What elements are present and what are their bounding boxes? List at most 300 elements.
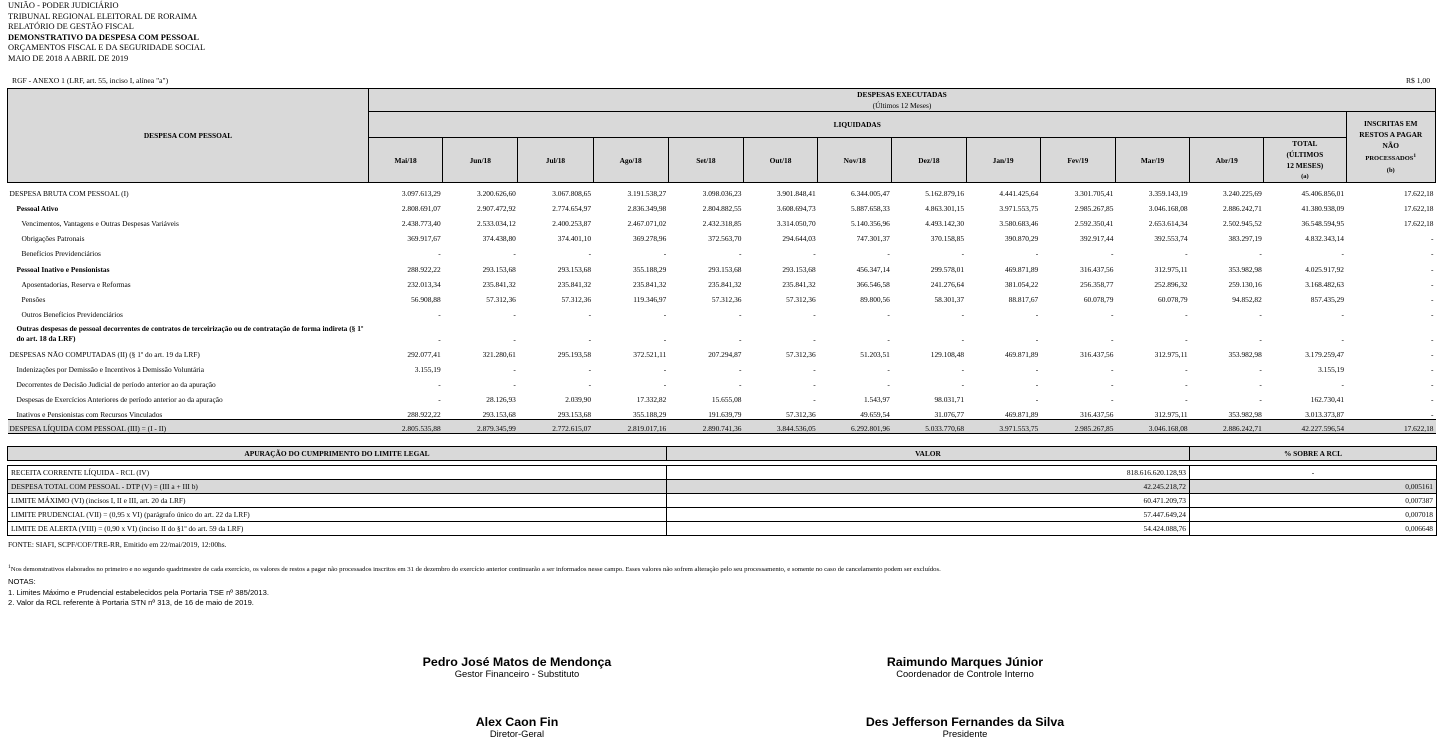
- total-line3: 12 MESES): [1286, 161, 1324, 170]
- row-value: -: [961, 380, 965, 390]
- row-value: -: [739, 380, 742, 390]
- total-line1: TOTAL: [1292, 139, 1318, 148]
- month-header: Mai/18: [368, 138, 442, 183]
- row-value: 42.227.596,54: [1264, 420, 1346, 434]
- row-value: -: [663, 309, 667, 319]
- row-value: 129.108,48: [930, 349, 965, 359]
- row-label: Obrigações Patronais: [21, 234, 85, 244]
- signature-coordenador: [805, 656, 1125, 679]
- row-value: -: [813, 309, 816, 319]
- row-value: 3.046.168,08: [1115, 420, 1189, 434]
- row-value: -: [1110, 395, 1114, 405]
- row-value: 381.054,22: [1004, 279, 1039, 289]
- month-header: Abr/19: [1190, 138, 1264, 183]
- row-label: Benefícios Previdenciários: [21, 249, 101, 259]
- row-value: -: [961, 249, 965, 259]
- row-value: 293.153,68: [782, 264, 816, 274]
- row-value: -: [813, 380, 816, 390]
- row-value: 60.078,79: [1158, 294, 1188, 304]
- row-value: 312.975,11: [1154, 264, 1188, 274]
- row-value: 3.046.168,08: [1148, 204, 1188, 214]
- row-value: -: [1259, 334, 1262, 344]
- row-value: 252.896,32: [1154, 279, 1188, 289]
- row-value: 3.359.143,19: [1148, 189, 1188, 199]
- row-value: 366.546,58: [856, 279, 890, 289]
- limit-valor: 42.245.218,72: [667, 480, 1190, 494]
- row-value: 316.437,56: [1080, 264, 1114, 274]
- row-value: 94.852,82: [1232, 294, 1262, 304]
- row-value: 15.655,08: [711, 395, 742, 405]
- row-value: -: [1110, 309, 1114, 319]
- table-row: [8, 228, 1436, 243]
- row-value: -: [663, 380, 667, 390]
- row-value: 45.406.856,01: [1301, 189, 1345, 199]
- header-line-orcamentos: ORÇAMENTOS FISCAL E DA SEGURIDADE SOCIAL: [8, 43, 206, 53]
- note-1: 1. Limites Máximo e Prudencial estabelecidos pela Portaria TSE nº 385/2013.: [8, 587, 269, 597]
- row-value: -: [887, 380, 890, 390]
- row-value: 353.982,98: [1228, 264, 1262, 274]
- row-value: 392.917,44: [1080, 234, 1114, 244]
- row-value: 235.841,32: [782, 279, 816, 289]
- currency-unit: R$ 1,00: [1405, 76, 1430, 85]
- row-value: -: [1431, 410, 1434, 420]
- row-value: -: [1035, 395, 1039, 405]
- row-value: -: [1259, 249, 1262, 259]
- row-value: -: [1431, 309, 1434, 319]
- row-value: -: [1341, 334, 1345, 344]
- row-value: 256.358,77: [1080, 279, 1114, 289]
- row-value: -: [961, 365, 965, 375]
- limit-valor: 818.616.620.128,93: [667, 466, 1190, 480]
- row-value: -: [588, 249, 592, 259]
- row-value: 288.922,22: [407, 410, 441, 420]
- row-value: 3.098.036,23: [702, 189, 742, 199]
- row-value: -: [887, 334, 890, 344]
- limit-col-valor: VALOR: [667, 447, 1190, 461]
- row-value: -: [1431, 279, 1434, 289]
- limit-row: [8, 508, 1437, 522]
- row-value: 4.832.343,14: [1305, 234, 1345, 244]
- table-row: [8, 304, 1436, 319]
- row-value: -: [739, 309, 742, 319]
- row-value: 36.548.594,95: [1301, 219, 1345, 229]
- limit-pct: -: [1190, 466, 1437, 480]
- row-value: -: [887, 249, 890, 259]
- table-row: [8, 404, 1436, 420]
- insc-line3: NÃO: [1382, 141, 1399, 151]
- row-value: -: [663, 365, 667, 375]
- header-line-demonstrativo: DEMONSTRATIVO DA DESPESA COM PESSOAL: [8, 32, 199, 42]
- row-label: Outras despesas de pessoal decorrentes de contratos de terceirização ou de contratação de forma indireta (§ 1º do art. 18 da LRF): [16, 323, 364, 343]
- row-label: Pessoal Ativo: [16, 204, 59, 214]
- row-label: Inativos e Pensionistas com Recursos Vinculados: [16, 410, 163, 420]
- row-value: -: [1431, 234, 1434, 244]
- row-value: -: [1110, 249, 1114, 259]
- row-value: -: [1185, 334, 1188, 344]
- row-value: 98.031,71: [934, 395, 965, 405]
- row-value: -: [1035, 334, 1039, 344]
- row-value: 370.158,85: [930, 234, 965, 244]
- row-value: 3.301.705,41: [1074, 189, 1114, 199]
- signature-role: Presidente: [942, 728, 988, 739]
- col-header-despesa: DESPESA COM PESSOAL: [8, 89, 369, 183]
- row-value: 383.297,19: [1228, 234, 1262, 244]
- row-value: 2.774.654,97: [552, 204, 592, 214]
- signature-name: Raimundo Marques Júnior: [886, 655, 1044, 669]
- row-value: -: [1035, 365, 1039, 375]
- insc-footnote-mark: 1: [1413, 153, 1417, 160]
- limit-label: DESPESA TOTAL COM PESSOAL - DTP (V) = (III a + III b): [8, 480, 667, 494]
- row-value: 57.312,36: [561, 294, 592, 304]
- row-value: 3.191.538,27: [627, 189, 667, 199]
- row-value: 3.155,19: [1318, 365, 1345, 375]
- limit-col-pct: % SOBRE A RCL: [1190, 447, 1437, 461]
- row-value: -: [739, 334, 742, 344]
- table-row: [8, 213, 1436, 228]
- row-label: Decorrentes de Decisão Judicial de período anterior ao da apuração: [16, 380, 216, 390]
- row-value: 17.622,18: [1403, 204, 1434, 214]
- report-header: [8, 1, 205, 65]
- row-value: 4.493.142,30: [925, 219, 965, 229]
- row-value: 1.543,97: [863, 395, 890, 405]
- row-value: 57.312,36: [786, 349, 816, 359]
- row-value: 369.917,67: [407, 234, 441, 244]
- month-header: Ago/18: [593, 138, 668, 183]
- row-value: -: [1431, 294, 1434, 304]
- header-despesas-executadas: [368, 89, 1435, 112]
- total-line4: (a): [1301, 173, 1309, 180]
- row-value: 2.533.034,12: [477, 219, 516, 229]
- row-value: -: [1185, 395, 1188, 405]
- row-value: -: [1431, 334, 1434, 344]
- row-value: 235.841,32: [633, 279, 667, 289]
- signature-name: Alex Caon Fin: [475, 715, 559, 729]
- row-value: 259.130,16: [1228, 279, 1262, 289]
- row-value: 57.312,36: [486, 294, 516, 304]
- row-value: 4.863.301,15: [925, 204, 965, 214]
- signature-role: Gestor Financeiro - Substituto: [454, 668, 580, 679]
- row-value: 294.644,03: [782, 234, 816, 244]
- row-value: 17.622,18: [1346, 420, 1435, 434]
- row-value: 2.985.267,85: [1074, 204, 1114, 214]
- month-header: Mar/19: [1115, 138, 1189, 183]
- row-value: -: [663, 249, 667, 259]
- row-value: 235.841,32: [557, 279, 592, 289]
- row-value: 28.126,93: [486, 395, 516, 405]
- row-value: 31.076,77: [934, 410, 965, 420]
- row-value: 299.578,01: [930, 264, 965, 274]
- row-value: 5.162.879,16: [925, 189, 965, 199]
- row-value: 390.870,29: [1004, 234, 1039, 244]
- limit-pct: 0,007387: [1190, 494, 1437, 508]
- limit-pct: 0,006648: [1190, 522, 1437, 536]
- row-value: 56.908,88: [411, 294, 441, 304]
- row-label: Aposentadorias, Reserva e Reformas: [21, 279, 131, 289]
- row-value: -: [1431, 395, 1434, 405]
- table-row: [8, 359, 1436, 374]
- row-value: 293.153,68: [708, 264, 742, 274]
- row-value: 321.280,61: [482, 349, 516, 359]
- month-header: Nov/18: [818, 138, 892, 183]
- row-value: 41.380.938,09: [1301, 204, 1345, 214]
- row-value: 241.276,64: [930, 279, 965, 289]
- row-value: 3.097.613,29: [401, 189, 441, 199]
- row-value: -: [1431, 380, 1434, 390]
- row-value: -: [1259, 309, 1262, 319]
- row-value: -: [438, 249, 441, 259]
- month-header: Jun/18: [443, 138, 518, 183]
- row-value: 2.804.882,55: [702, 204, 742, 214]
- row-value: 2.819.017,16: [593, 420, 668, 434]
- row-value: 3.168.482,63: [1305, 279, 1345, 289]
- row-label: Indenizações por Demissão e Incentivos à Demissão Voluntária: [16, 365, 205, 375]
- limit-compliance-table: [7, 446, 1437, 536]
- row-value: -: [1185, 309, 1188, 319]
- limit-label: LIMITE MÁXIMO (VI) (incisos I, II e III, art. 20 da LRF): [8, 494, 667, 508]
- row-value: 2.502.945,52: [1222, 219, 1262, 229]
- limit-row: [8, 480, 1437, 494]
- row-value: 3.580.683,46: [999, 219, 1039, 229]
- row-value: -: [588, 380, 592, 390]
- row-value: 162.730,41: [1310, 395, 1345, 405]
- row-value: 316.437,56: [1080, 349, 1114, 359]
- source-note: FONTE: SIAFI, SCPF/COF/TRE-RR, Emitido em 22/mai/2019, 12:00hs.: [8, 540, 227, 549]
- row-value: 49.659,54: [860, 410, 890, 420]
- row-value: 3.901.848,41: [776, 189, 816, 199]
- row-value: 5.140.356,96: [851, 219, 890, 229]
- signature-name: Pedro José Matos de Mendonça: [422, 655, 612, 669]
- row-value: -: [1259, 395, 1262, 405]
- row-value: -: [1035, 249, 1039, 259]
- table-row: [8, 420, 1436, 434]
- signature-name: Des Jefferson Fernandes da Silva: [865, 715, 1065, 729]
- row-value: 372.521,11: [633, 349, 667, 359]
- ultimos-12-meses-label: (Últimos 12 Meses): [872, 101, 932, 110]
- limit-pct: 0,005161: [1190, 480, 1437, 494]
- row-value: 3.200.626,60: [477, 189, 516, 199]
- row-value: 293.153,68: [482, 410, 516, 420]
- row-label: DESPESA BRUTA COM PESSOAL (I): [9, 189, 129, 199]
- table-row: [8, 344, 1436, 359]
- row-value: 2.432.318,85: [702, 219, 742, 229]
- row-value: 2.808.691,07: [401, 204, 441, 214]
- row-value: 58.301,37: [934, 294, 965, 304]
- row-value: 207.294,87: [708, 349, 742, 359]
- row-value: -: [1431, 249, 1434, 259]
- row-value: 2.805.535,88: [368, 420, 442, 434]
- row-value: -: [1110, 334, 1114, 344]
- signature-gestor: [357, 656, 677, 679]
- row-label: DESPESAS NÃO COMPUTADAS (II) (§ 1º do art. 19 da LRF): [9, 349, 200, 359]
- row-label: DESPESA LÍQUIDA COM PESSOAL (III) = (I - II): [8, 420, 369, 434]
- row-value: 2.592.350,41: [1074, 219, 1114, 229]
- row-value: 235.841,32: [482, 279, 516, 289]
- row-value: 293.153,68: [557, 410, 592, 420]
- signature-role: Coordenador de Controle Interno: [896, 668, 1034, 679]
- row-value: -: [961, 309, 965, 319]
- row-value: 89.800,56: [860, 294, 890, 304]
- row-value: -: [1185, 380, 1188, 390]
- row-value: 2.039,90: [565, 395, 592, 405]
- row-value: 57.312,36: [711, 294, 742, 304]
- row-value: 469.871,89: [1004, 264, 1039, 274]
- notes-title: NOTAS:: [8, 577, 36, 586]
- row-value: -: [513, 249, 516, 259]
- row-value: -: [813, 249, 816, 259]
- row-value: -: [1259, 380, 1262, 390]
- row-value: -: [813, 365, 816, 375]
- table-row: [8, 289, 1436, 304]
- table-row: [8, 389, 1436, 404]
- insc-line4: PROCESSADOS: [1365, 155, 1414, 163]
- row-value: 857.435,29: [1310, 294, 1345, 304]
- row-value: 3.314.050,70: [776, 219, 816, 229]
- row-value: 3.155,19: [414, 365, 441, 375]
- row-value: 3.179.259,47: [1305, 349, 1345, 359]
- header-line-org: UNIÃO - PODER JUDICIÁRIO: [8, 1, 119, 10]
- signature-presidente: [805, 716, 1125, 739]
- row-value: 4.025.917,92: [1305, 264, 1345, 274]
- row-value: 312.975,11: [1154, 349, 1188, 359]
- row-value: -: [513, 309, 516, 319]
- row-value: 355.188,29: [633, 410, 667, 420]
- row-value: 3.240.225,69: [1222, 189, 1262, 199]
- row-value: 2.890.741,36: [668, 420, 743, 434]
- row-value: 392.553,74: [1154, 234, 1188, 244]
- row-value: -: [513, 365, 516, 375]
- row-value: 57.312,36: [786, 294, 816, 304]
- row-value: 3.013.373,87: [1305, 410, 1345, 420]
- row-value: 293.153,68: [482, 264, 516, 274]
- limit-valor: 60.471.209,73: [667, 494, 1190, 508]
- row-value: 374.438,80: [482, 234, 516, 244]
- row-value: 2.985.267,85: [1040, 420, 1115, 434]
- table-row: [8, 274, 1436, 289]
- limit-row: [8, 466, 1437, 480]
- row-value: 456.347,14: [856, 264, 890, 274]
- month-header: Dez/18: [892, 138, 966, 183]
- row-value: 6.292.801,96: [818, 420, 892, 434]
- row-value: -: [1341, 380, 1345, 390]
- row-value: -: [1185, 365, 1188, 375]
- row-value: -: [1431, 349, 1434, 359]
- row-value: 353.982,98: [1228, 349, 1262, 359]
- limit-valor: 57.447.649,24: [667, 508, 1190, 522]
- note-2: 2. Valor da RCL referente à Portaria STN nº 313, de 16 de maio de 2019.: [8, 598, 254, 607]
- row-value: -: [513, 380, 516, 390]
- header-liquidadas: LIQUIDADAS: [368, 112, 1346, 138]
- row-value: 2.772.615,07: [518, 420, 593, 434]
- header-line-report: RELATÓRIO DE GESTÃO FISCAL: [8, 22, 134, 32]
- row-value: 372.563,70: [708, 234, 742, 244]
- row-value: 3.844.536,05: [743, 420, 817, 434]
- row-value: 17.332,82: [636, 395, 667, 405]
- table-row: [8, 319, 1436, 344]
- month-header: Jul/18: [518, 138, 593, 183]
- row-value: 3.067.808,65: [552, 189, 592, 199]
- row-value: -: [588, 334, 592, 344]
- notes: [8, 577, 269, 609]
- row-value: 292.077,41: [407, 349, 441, 359]
- month-header: Fev/19: [1040, 138, 1115, 183]
- limit-label: RECEITA CORRENTE LÍQUIDA - RCL (IV): [8, 466, 667, 480]
- month-header: Out/18: [743, 138, 817, 183]
- footnote: [8, 564, 941, 573]
- footnote-mark: 1: [8, 564, 11, 570]
- row-value: 3.608.694,73: [776, 204, 816, 214]
- table-row: [8, 198, 1436, 213]
- row-value: -: [887, 309, 890, 319]
- header-line-tribunal: TRIBUNAL REGIONAL ELEITORAL DE RORAIMA: [8, 11, 198, 21]
- limit-pct: 0,007018: [1190, 508, 1437, 522]
- row-label: Pessoal Inativo e Pensionistas: [16, 264, 110, 274]
- personnel-expense-table: [7, 88, 1436, 434]
- row-value: 2.907.472,92: [477, 204, 516, 214]
- row-value: 5.887.658,33: [851, 204, 890, 214]
- row-value: 2.886.242,71: [1222, 204, 1262, 214]
- row-value: -: [813, 395, 816, 405]
- row-value: 293.153,68: [557, 264, 592, 274]
- row-value: -: [438, 309, 441, 319]
- limit-row: [8, 494, 1437, 508]
- row-value: -: [1341, 309, 1345, 319]
- header-line-period: MAIO DE 2018 A ABRIL DE 2019: [8, 53, 129, 63]
- row-label: Outros Benefícios Previdenciários: [21, 309, 123, 319]
- row-value: 374.401,10: [557, 234, 592, 244]
- row-value: 355.188,29: [633, 264, 667, 274]
- row-value: 60.078,79: [1083, 294, 1114, 304]
- annex-reference: RGF - ANEXO 1 (LRF, art. 55, inciso I, alínea "a"): [12, 76, 169, 85]
- limit-valor: 54.424.088,76: [667, 522, 1190, 536]
- row-value: -: [1110, 365, 1114, 375]
- row-value: 312.975,11: [1154, 410, 1188, 420]
- row-value: 316.437,56: [1080, 410, 1114, 420]
- row-value: 747.301,37: [856, 234, 890, 244]
- limit-col-apuracao: APURAÇÃO DO CUMPRIMENTO DO LIMITE LEGAL: [8, 447, 667, 461]
- row-value: 295.193,58: [557, 349, 592, 359]
- month-header: Jan/19: [966, 138, 1040, 183]
- row-value: 6.344.005,47: [851, 189, 890, 199]
- row-label: Despesas de Exercícios Anteriores de período anterior ao da apuração: [16, 395, 223, 405]
- footnote-text: Nos demonstrativos elaborados no primeiro e no segundo quadrimestre de cada exercício, os valores de restos a pagar não processados inscritos em 31 de dezembro do exercício anterior continuarão a ser informados nesse campo. Esses valores não sofrem alteração pelo seu processamento, e somente no caso de cancelamento podem ser excluídos.: [10, 566, 941, 574]
- row-label: Vencimentos, Vantagens e Outras Despesas Variáveis: [21, 219, 179, 229]
- row-value: 2.653.614,34: [1148, 219, 1188, 229]
- row-value: -: [739, 249, 742, 259]
- limit-label: LIMITE PRUDENCIAL (VII) = (0,95 x VI) (parágrafo único do art. 22 da LRF): [8, 508, 667, 522]
- row-value: 369.278,96: [633, 234, 667, 244]
- row-value: -: [1431, 365, 1434, 375]
- row-value: 57.312,36: [786, 410, 816, 420]
- row-value: -: [1035, 309, 1039, 319]
- row-value: -: [739, 365, 742, 375]
- table-row: [8, 183, 1436, 199]
- row-value: 232.013,34: [407, 279, 441, 289]
- row-value: 88.817,67: [1008, 294, 1039, 304]
- row-value: -: [438, 395, 441, 405]
- signature-diretor: [357, 716, 677, 739]
- row-value: 17.622,18: [1403, 219, 1434, 229]
- row-value: 469.871,89: [1004, 410, 1039, 420]
- row-label: Pensões: [21, 294, 46, 304]
- row-value: 2.886.242,71: [1190, 420, 1264, 434]
- table-row: [8, 243, 1436, 258]
- row-value: 288.922,22: [407, 264, 441, 274]
- row-value: 4.441.425,64: [999, 189, 1039, 199]
- table-row: [8, 374, 1436, 389]
- row-value: -: [1431, 264, 1434, 274]
- month-header: Set/18: [668, 138, 743, 183]
- row-value: 235.841,32: [708, 279, 742, 289]
